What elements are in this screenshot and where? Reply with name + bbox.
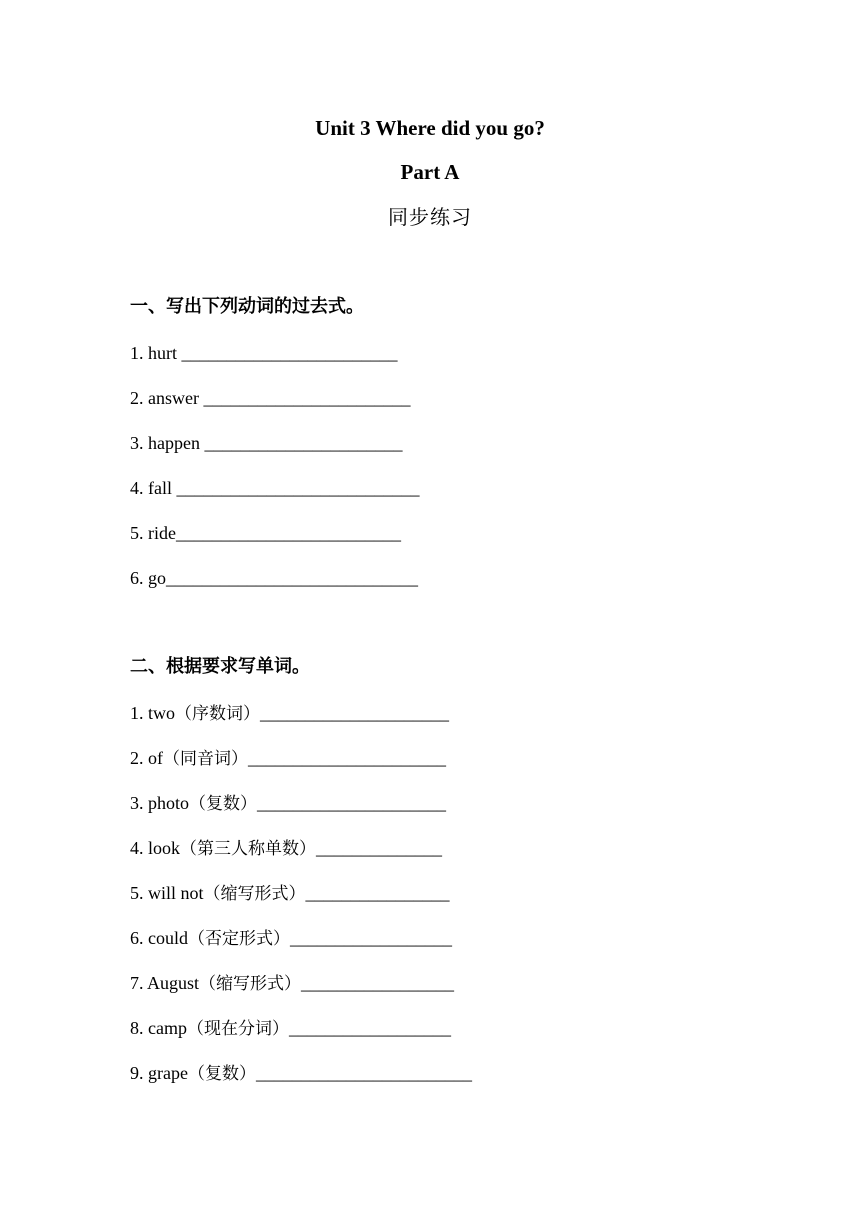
answer-blank: __________________ xyxy=(288,1018,451,1038)
item-requirement: （现在分词） xyxy=(186,1019,289,1039)
answer-blank: _____________________ xyxy=(260,703,449,723)
section2-item-4 xyxy=(130,837,442,860)
item-requirement: （复数） xyxy=(187,1064,256,1084)
item-requirement: （同音词） xyxy=(163,749,248,769)
page-title: Unit 3 Where did you go? xyxy=(315,116,545,140)
item-requirement: （第三人称单数） xyxy=(180,839,317,859)
worksheet-subtitle: 同步练习 xyxy=(388,205,472,229)
section2-item-5 xyxy=(130,882,450,905)
section1-item-2: 2. answer _______________________ xyxy=(130,388,411,408)
item-requirement: （缩写形式） xyxy=(203,884,306,904)
item-requirement: （否定形式） xyxy=(188,929,290,949)
section2-item-3 xyxy=(130,792,446,815)
section2-item-6 xyxy=(130,927,452,950)
item-word: 8. camp xyxy=(130,1018,187,1038)
item-word: 3. photo xyxy=(130,793,190,813)
item-requirement: （复数） xyxy=(189,794,258,814)
answer-blank: _________________ xyxy=(301,973,455,993)
answer-blank: __________________ xyxy=(290,928,452,948)
answer-blank: ______________________ xyxy=(248,748,446,768)
section2-item-9 xyxy=(130,1062,472,1085)
item-requirement: （缩写形式） xyxy=(199,974,302,994)
section1-item-1: 1. hurt ________________________ xyxy=(130,343,398,363)
answer-blank: ______________ xyxy=(316,838,443,858)
part-label: Part A xyxy=(400,160,460,184)
answer-blank: ________________ xyxy=(305,883,450,903)
item-word: 1. two xyxy=(130,703,175,723)
section2-item-7 xyxy=(130,972,454,995)
section1-heading: 一、写出下列动词的过去式。 xyxy=(130,296,364,317)
item-word: 5. will not xyxy=(130,883,204,903)
answer-blank: ________________________ xyxy=(255,1063,472,1083)
item-word: 7. August xyxy=(130,973,200,993)
section2-heading: 二、根据要求写单词。 xyxy=(130,656,310,677)
answer-blank: _____________________ xyxy=(257,793,447,813)
section1-item-6: 6. go____________________________ xyxy=(130,568,418,588)
section1-item-5: 5. ride_________________________ xyxy=(130,523,401,543)
section1-item-3: 3. happen ______________________ xyxy=(130,433,403,453)
section1-item-4: 4. fall ___________________________ xyxy=(130,478,420,498)
section2-item-2 xyxy=(130,747,446,770)
item-word: 4. look xyxy=(130,838,181,858)
section2-item-8 xyxy=(130,1017,451,1040)
item-word: 2. of xyxy=(130,748,163,768)
section2-item-1 xyxy=(130,702,449,725)
item-requirement: （序数词） xyxy=(175,704,260,724)
item-word: 9. grape xyxy=(130,1063,188,1083)
item-word: 6. could xyxy=(130,928,188,948)
